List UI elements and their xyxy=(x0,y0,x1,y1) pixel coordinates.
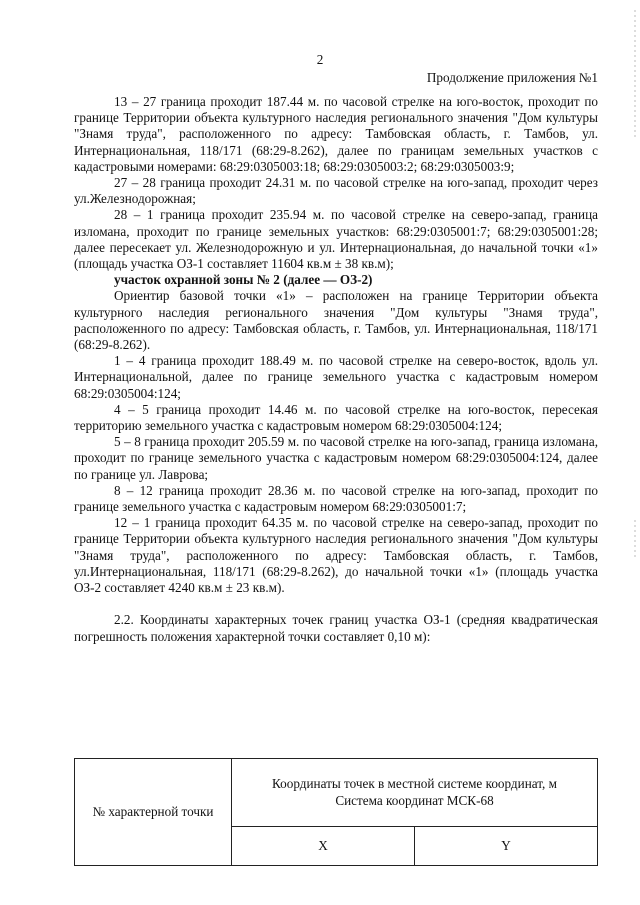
body-paragraph: 4 – 5 граница проходит 14.46 м. по часовой стрелке на юго-восток, пересекая территорию земельного участка с кадастровым номером 68:29:0305004:124; xyxy=(74,401,598,434)
body-paragraph: 12 – 1 граница проходит 64.35 м. по часовой стрелке на северо-запад, проходит по границе Территории объекта культурного наследия регионального значения "Дом культуры "Знамя труда", расположенного по адресу: Тамбовская область, г. Тамбов, ул.Интернациональная, 118/171 (68:29-8.262), до начальной точки «1» (площадь участка ОЗ-2 составляет 4240 кв.м ± 23 кв.м). xyxy=(74,515,598,596)
coordinates-table xyxy=(74,758,598,866)
column-x-header: X xyxy=(232,827,415,866)
table-header-row xyxy=(75,759,598,827)
document-body xyxy=(74,94,598,645)
column-y-header: Y xyxy=(415,827,598,866)
page-number: 2 xyxy=(316,52,324,67)
coordinates-header-line2: Система координат МСК-68 xyxy=(335,792,494,808)
body-paragraph: 8 – 12 граница проходит 28.36 м. по часовой стрелке на юго-запад, проходит по границе земельного участка с кадастровым номером 68:29:0305001:7; xyxy=(74,482,598,515)
body-paragraph: Ориентир базовой точки «1» – расположен на границе Территории объекта культурного наследия регионального значения "Дом культуры "Знамя труда", расположенного по адресу: Тамбовская область, г. Тамбов, ул. Интернациональная, 118/171 (68:29-8.262). xyxy=(74,288,598,353)
body-paragraph: 28 – 1 граница проходит 235.94 м. по часовой стрелке на северо-запад, граница изломана, проходит по границе земельных участков: 68:29:0305001:7; 68:29:0305001:28; далее пересекает ул. Железнодорожную и ул. Интернациональная, до начальной точки «1» (площадь участка ОЗ-1 составляет 11604 кв.м ± 38 кв.м); xyxy=(74,207,598,272)
coordinates-header-line1: Координаты точек в местной системе координат, м xyxy=(272,776,557,792)
coordinates-header xyxy=(232,759,598,827)
body-paragraph: 1 – 4 граница проходит 188.49 м. по часовой стрелке на северо-восток, вдоль ул. Интернациональной, далее по границе земельного участка с кадастровым номером 68:29:0305004:124; xyxy=(74,353,598,401)
section-heading: участок охранной зоны № 2 (далее — ОЗ-2) xyxy=(114,272,373,288)
body-paragraph: 13 – 27 граница проходит 187.44 м. по часовой стрелке на юго-восток, проходит по границе Территории объекта культурного наследия регионального значения "Дом культуры "Знамя труда", расположенного по адресу: Тамбовская область, г. Тамбов, ул. Интернациональная, 118/171 (68:29-8.262), далее по границам земельных участков с кадастровыми номерами: 68:29:0305003:18; 68:29:0305003:2; 68:29:0305003:9; xyxy=(74,94,598,174)
appendix-continuation-header: Продолжение приложения №1 xyxy=(426,70,598,85)
scan-edge-mark xyxy=(632,0,638,905)
body-paragraph: 2.2. Координаты характерных точек границ участка ОЗ-1 (средняя квадратическая погрешность положения характерной точки составляет 0,10 м): xyxy=(74,612,598,644)
paragraph-gap xyxy=(74,596,598,612)
body-paragraph: 5 – 8 граница проходит 205.59 м. по часовой стрелке на юго-запад, граница изломана, проходит по границе земельного участка с кадастровым номером 68:29:0305004:124, далее по границе ул. Лаврова; xyxy=(74,434,598,482)
body-paragraph: 27 – 28 граница проходит 24.31 м. по часовой стрелке на юго-запад, проходит через ул.Железнодорожная; xyxy=(74,175,598,207)
point-number-header: № характерной точки xyxy=(75,759,232,866)
